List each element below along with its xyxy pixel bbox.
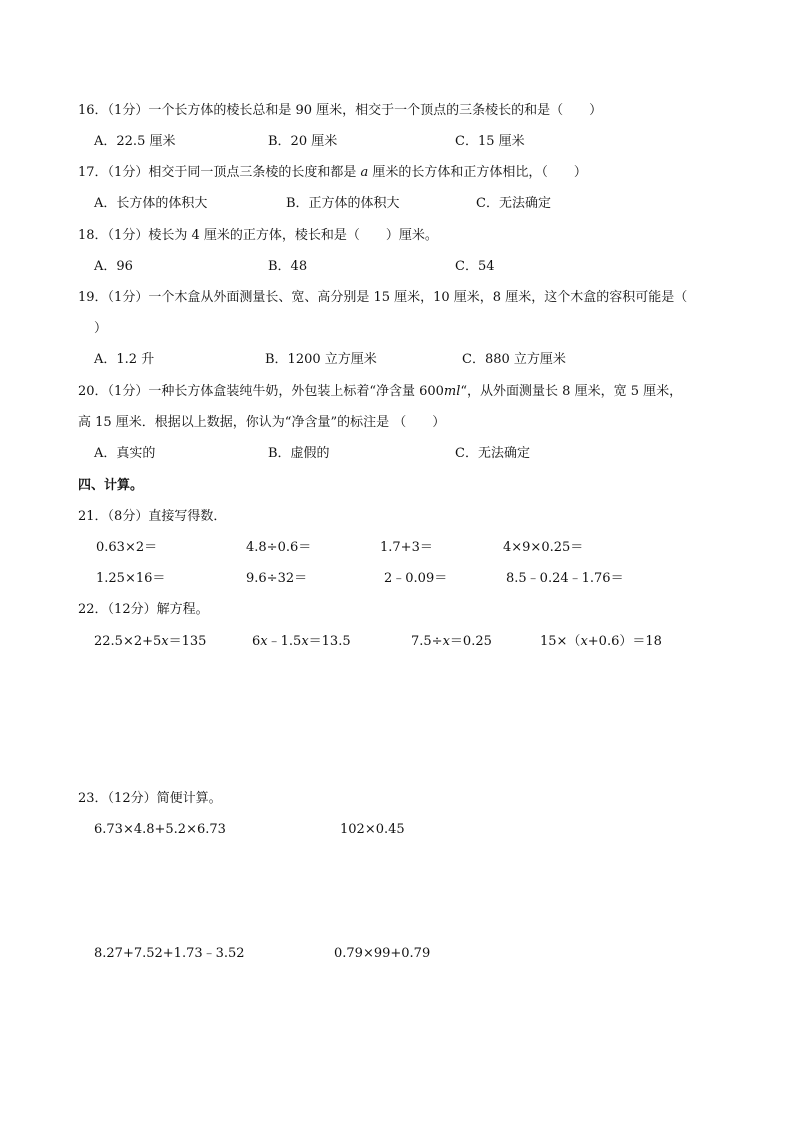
question-20-stem (78, 385, 682, 398)
question-16-option-b: B．20 厘米 (268, 134, 338, 149)
q23-item: 8.27+7.52+1.73﹣3.52 (94, 946, 245, 961)
question-17-option-c: C．无法确定 (476, 196, 551, 211)
q22-equation-4 (540, 635, 662, 648)
question-18-stem: 18．（1分）棱长为 4 厘米的正方体，棱长和是（ ）厘米。 (78, 228, 438, 243)
question-21-stem: 21．（8分）直接写得数． (78, 509, 227, 524)
question-20-stem-line2: 高 15 厘米．根据以上数据，你认为“净含量”的标注是 （ ） (78, 415, 446, 430)
question-17-stem-text: 17．（1分）相交于同一顶点三条棱的长度和都是 (78, 165, 361, 180)
q22-eq3-text: 7.5÷ (411, 634, 443, 649)
section-heading: 四、计算。 (78, 478, 144, 493)
q21-item: 1.7+3＝ (380, 540, 433, 555)
question-20-stem-text-end: “，从外面测量长 8 厘米，宽 5 厘米， (460, 384, 683, 399)
q21-item: 4×9×0.25＝ (503, 540, 584, 555)
q22-equation-3 (411, 635, 492, 648)
question-17-stem-text-end: 厘米的长方体和正方体相比，（ ） (368, 165, 587, 180)
question-19-option-b: B．1200 立方厘米 (265, 352, 377, 367)
question-17-option-a: A．长方体的体积大 (94, 196, 208, 211)
q22-eq1-variable: x (161, 634, 169, 649)
q22-eq2-variable-2: x (301, 634, 309, 649)
q22-eq2-coef: 6 (252, 634, 261, 649)
question-18-option-a: A．96 (94, 259, 133, 274)
question-23-stem: 23．（12分）简便计算。 (78, 791, 222, 806)
question-17-stem (78, 166, 587, 179)
q22-eq2-text-end: ＝13.5 (308, 634, 351, 649)
question-19-option-c: C．880 立方厘米 (462, 352, 566, 367)
question-19-stem: 19．（1分）一个木盒从外面测量长、宽、高分别是 15 厘米，10 厘米，8 厘米，这个木盒的容积可能是（ (78, 290, 688, 305)
question-20-option-c: C．无法确定 (455, 446, 530, 461)
q23-item: 0.79×99+0.79 (334, 946, 431, 961)
q21-item: 4.8÷0.6＝ (246, 540, 312, 555)
question-16-option-c: C．15 厘米 (455, 134, 525, 149)
question-19-stem-continuation: ） (94, 321, 108, 336)
q22-eq4-text: 15×（ (540, 634, 581, 649)
q22-eq3-variable: x (442, 634, 450, 649)
q22-eq3-text-end: ＝0.25 (449, 634, 492, 649)
question-18-option-b: B．48 (268, 259, 308, 274)
question-20-stem-text: 20．（1分）一种长方体盒装纯牛奶，外包装上标着“净含量 600 (78, 384, 444, 399)
q22-eq4-text-end: +0.6）＝18 (587, 634, 662, 649)
question-20-option-a: A．真实的 (94, 446, 156, 461)
q23-item: 6.73×4.8+5.2×6.73 (94, 822, 226, 837)
question-19-option-a: A．1.2 升 (94, 352, 155, 367)
q21-item: 2﹣0.09＝ (384, 571, 448, 586)
q21-item: 0.63×2＝ (96, 540, 158, 555)
q23-item: 102×0.45 (340, 822, 405, 837)
q22-equation-1 (94, 635, 206, 648)
question-20-option-b: B．虚假的 (268, 446, 330, 461)
question-16-option-a: A．22.5 厘米 (94, 134, 176, 149)
question-16-stem: 16．（1分）一个长方体的棱长总和是 90 厘米，相交于一个顶点的三条棱长的和是（ ） (78, 103, 603, 118)
question-17-variable: a (360, 165, 369, 180)
q22-eq2-variable: x (260, 634, 268, 649)
question-17-option-b: B．正方体的体积大 (286, 196, 400, 211)
q21-item: 9.6÷32＝ (246, 571, 308, 586)
q22-eq2-coef-2: ﹣1.5 (267, 634, 302, 649)
q22-eq4-variable: x (580, 634, 588, 649)
q22-eq1-text: 22.5×2+5 (94, 634, 162, 649)
q22-equation-2 (252, 635, 351, 648)
question-18-option-c: C．54 (455, 259, 495, 274)
q21-item: 1.25×16＝ (96, 571, 166, 586)
q22-eq1-text-end: ＝135 (168, 634, 207, 649)
question-20-unit: ml (443, 384, 461, 399)
question-22-stem: 22．（12分）解方程。 (78, 602, 209, 617)
q21-item: 8.5﹣0.24﹣1.76＝ (506, 571, 624, 586)
